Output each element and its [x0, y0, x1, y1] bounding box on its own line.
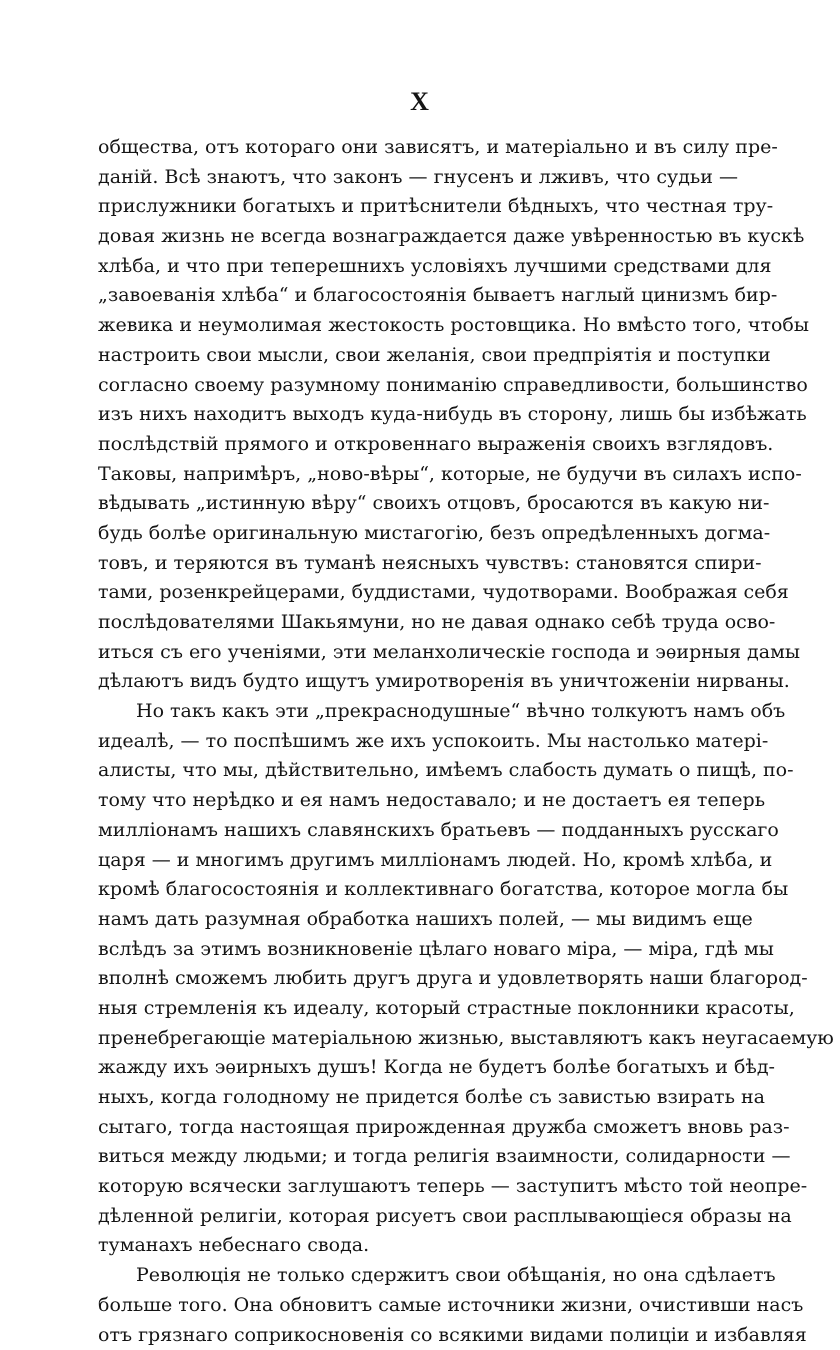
text-line: послѣдователями Шакьямуни, но не давая однако себѣ труда осво-	[98, 608, 722, 638]
text-line: будь болѣе оригинальную мистагогію, безъ опредѣленныхъ догма-	[98, 519, 722, 549]
text-line: товъ, и теряются въ туманѣ неясныхъ чувствъ: становятся спири-	[98, 549, 722, 579]
text-line: согласно своему разумному пониманію справедливости, большинство	[98, 371, 722, 401]
text-line: изъ нихъ находитъ выходъ куда-нибудь въ сторону, лишь бы избѣжать	[98, 400, 722, 430]
text-line: алисты, что мы, дѣйствительно, имѣемъ слабость думать о пищѣ, по-	[98, 756, 722, 786]
text-line: прислужники богатыхъ и притѣснители бѣдныхъ, что честная тру-	[98, 192, 722, 222]
text-line: Но такъ какъ эти „прекраснодушные“ вѣчно толкуютъ намъ объ	[98, 697, 722, 727]
text-line: хлѣба, и что при теперешнихъ условіяхъ лучшими средствами для	[98, 252, 722, 282]
text-line: дѣлаютъ видъ будто ищутъ умиротворенія въ уничтоженіи нирваны.	[98, 667, 722, 697]
text-line: пренебрегающіе матеріальною жизнью, выставляютъ какъ неугасаемую	[98, 1024, 722, 1054]
text-line: настроить свои мысли, свои желанія, свои предпріятія и поступки	[98, 341, 722, 371]
text-line: царя — и многимъ другимъ милліонамъ людей. Но, кромѣ хлѣба, и	[98, 846, 722, 876]
text-line: намъ дать разумная обработка нашихъ полей, — мы видимъ еще	[98, 905, 722, 935]
text-line: жажду ихъ эѳирныхъ душъ! Когда не будетъ болѣе богатыхъ и бѣд-	[98, 1053, 722, 1083]
text-line: общества, отъ котораго они зависятъ, и матеріально и въ силу пре-	[98, 133, 722, 163]
text-line: довая жизнь не всегда вознаграждается даже увѣренностью въ кускѣ	[98, 222, 722, 252]
paragraph	[98, 697, 722, 1261]
text-line: которую всячески заглушаютъ теперь — заступитъ мѣсто той неопре-	[98, 1172, 722, 1202]
text-line: „завоеванія хлѣба“ и благосостоянія бываетъ наглый цинизмъ бир-	[98, 281, 722, 311]
text-line: вполнѣ сможемъ любить другъ друга и удовлетворять наши благород-	[98, 964, 722, 994]
text-line: виться между людьми; и тогда религія взаимности, солидарности —	[98, 1142, 722, 1172]
text-line: кромѣ благосостоянія и коллективнаго богатства, которое могла бы	[98, 875, 722, 905]
text-line: Таковы, напримѣръ, „ново-вѣры“, которые, не будучи въ силахъ испо-	[98, 460, 722, 490]
text-line: тому что нерѣдко и ея намъ недоставало; и не достаетъ ея теперь	[98, 786, 722, 816]
text-line: иться съ его ученіями, эти меланхолическіе господа и эѳирныя дамы	[98, 638, 722, 668]
text-line: сытаго, тогда настоящая прирожденная дружба сможетъ вновь раз-	[98, 1113, 722, 1143]
text-line: идеалѣ, — то поспѣшимъ же ихъ успокоить. Мы настолько матері-	[98, 727, 722, 757]
paragraph	[98, 1261, 722, 1350]
text-line: жевика и неумолимая жестокость ростовщика. Но вмѣсто того, чтобы	[98, 311, 722, 341]
page-number: X	[0, 87, 840, 117]
text-line: ныхъ, когда голодному не придется болѣе съ завистью взирать на	[98, 1083, 722, 1113]
text-line: туманахъ небеснаго свода.	[98, 1231, 722, 1261]
text-line: отъ грязнаго соприкосновенія со всякими видами полиціи и избавляя	[98, 1321, 722, 1350]
text-line: вслѣдъ за этимъ возникновеніе цѣлаго новаго міра, — міра, гдѣ мы	[98, 935, 722, 965]
text-line: послѣдствій прямого и откровеннаго выраженія своихъ взглядовъ.	[98, 430, 722, 460]
text-line: милліонамъ нашихъ славянскихъ братьевъ — подданныхъ русскаго	[98, 816, 722, 846]
text-line: Революція не только сдержитъ свои обѣщанія, но она сдѣлаетъ	[98, 1261, 722, 1291]
text-line: больше того. Она обновитъ самые источники жизни, очистивши насъ	[98, 1291, 722, 1321]
text-line: дѣленной религіи, которая рисуетъ свои расплывающіеся образы на	[98, 1202, 722, 1232]
text-line: вѣдывать „истинную вѣру“ своихъ отцовъ, бросаются въ какую ни-	[98, 489, 722, 519]
paragraph	[98, 133, 722, 697]
page-body-text	[98, 133, 722, 1350]
text-line: тами, розенкрейцерами, буддистами, чудотворами. Воображая себя	[98, 578, 722, 608]
text-line: даній. Всѣ знаютъ, что законъ — гнусенъ и лживъ, что судьи —	[98, 163, 722, 193]
text-line: ныя стремленія къ идеалу, который страстные поклонники красоты,	[98, 994, 722, 1024]
